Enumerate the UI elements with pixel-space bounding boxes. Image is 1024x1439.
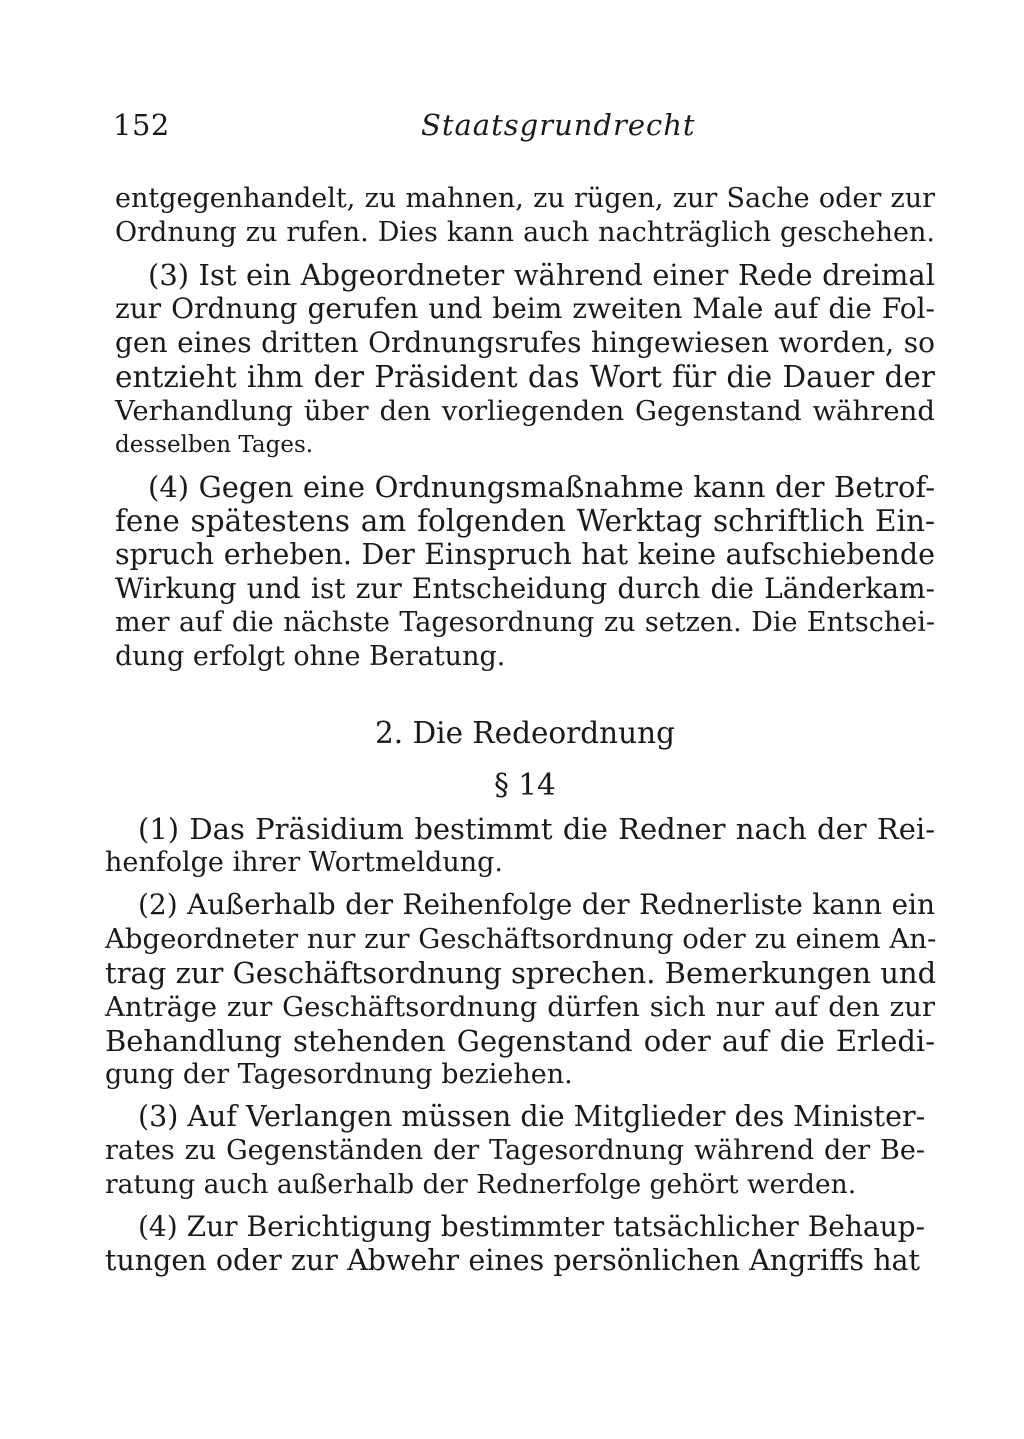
text-line: Behandlung stehenden Gegenstand oder auf die Erledi- — [105, 1024, 935, 1058]
text-line: Verhandlung über den vorliegenden Gegenstand während — [115, 395, 935, 427]
text-line: Ordnung zu rufen. Dies kann auch nachträglich geschehen. — [115, 217, 935, 248]
page-header — [113, 108, 696, 148]
text-line: trag zur Geschäftsordnung sprechen. Bemerkungen und — [105, 956, 937, 990]
text-line: mer auf die nächste Tagesordnung zu setzen. Die Entschei- — [115, 607, 935, 638]
section-heading: 2. Die Redeordnung — [374, 716, 676, 750]
page-number: 152 — [113, 108, 170, 142]
text-line: tungen oder zur Abwehr eines persönlichen Angriffs hat — [105, 1244, 920, 1277]
text-line-last: desselben Tages. — [115, 432, 314, 458]
text-line: entzieht ihm der Präsident das Wort für die Dauer der — [115, 360, 935, 394]
text-line-last: gung der Tagesordnung beziehen. — [105, 1059, 573, 1090]
running-title: Staatsgrundrecht — [421, 108, 696, 142]
text-line: Anträge zur Geschäftsordnung dürfen sich nur auf den zur — [105, 991, 935, 1023]
text-line-last: henfolge ihrer Wortmeldung. — [105, 847, 503, 878]
paragraph-start-line: (2) Außerhalb der Reihenfolge der Rednerliste kann ein — [138, 888, 935, 921]
text-line: fene spätestens am folgenden Werktag schriftlich Ein- — [115, 504, 935, 538]
text-line: gen eines dritten Ordnungsrufes hingewiesen worden, so — [115, 326, 935, 359]
text-line: Wirkung und ist zur Entscheidung durch die Länderkam- — [115, 572, 935, 605]
text-line: entgegenhandelt, zu mahnen, zu rügen, zur Sache oder zur — [115, 183, 935, 214]
text-line-last: ratung auch außerhalb der Rednerfolge gehört werden. — [105, 1169, 857, 1200]
text-line: Abgeordneter nur zur Geschäftsordnung oder zu einem An- — [105, 923, 937, 955]
paragraph-start-line: (1) Das Präsidium bestimmt die Redner nach der Rei- — [138, 812, 935, 846]
text-line: zur Ordnung gerufen und beim zweiten Male auf die Fol- — [115, 292, 935, 325]
paragraph-heading: § 14 — [494, 768, 556, 802]
paragraph-start-line: (4) Zur Berichtigung bestimmter tatsächlicher Behaup- — [138, 1210, 925, 1243]
paragraph-start-line: (3) Auf Verlangen müssen die Mitglieder des Minister- — [138, 1100, 926, 1133]
text-line: rates zu Gegenständen der Tagesordnung während der Be- — [105, 1135, 925, 1166]
paragraph-start-line: (4) Gegen eine Ordnungsmaßnahme kann der Betrof- — [148, 470, 935, 504]
paragraph-start-line: (3) Ist ein Abgeordneter während einer Rede dreimal — [148, 258, 935, 292]
text-line-last: dung erfolgt ohne Beratung. — [115, 641, 506, 672]
text-line: spruch erheben. Der Einspruch hat keine aufschiebende — [115, 538, 935, 571]
